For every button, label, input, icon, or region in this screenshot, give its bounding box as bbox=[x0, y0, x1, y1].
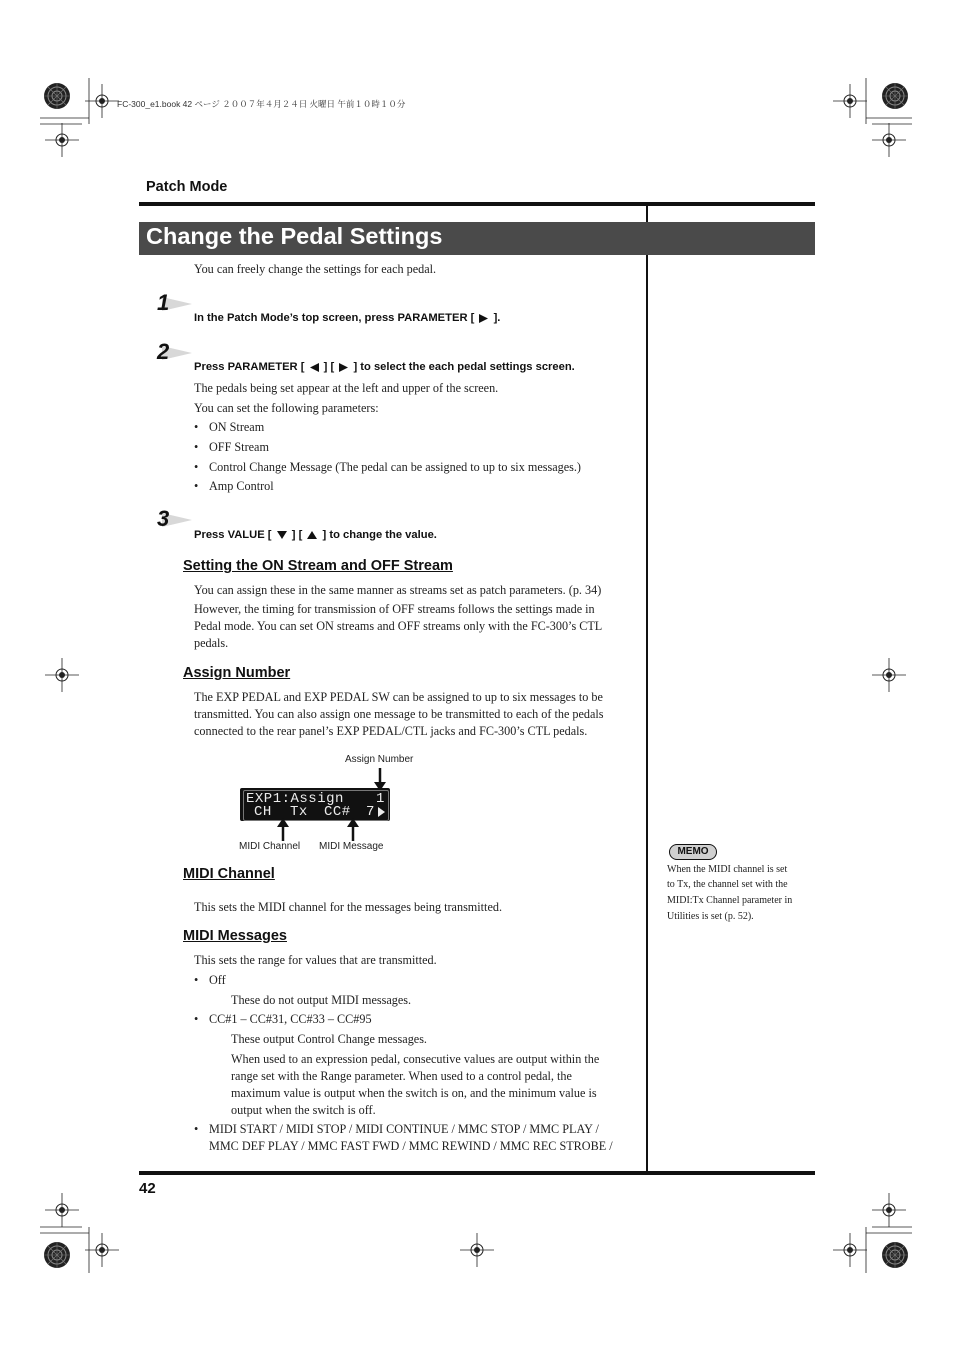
heading-midi-channel: MIDI Channel bbox=[183, 866, 275, 882]
list-item: • CC#1 – CC#31, CC#33 – CC#95 bbox=[209, 1011, 372, 1028]
on-off-p2-l2: Pedal mode. You can set ON streams and OFF streams only with the FC-300’s CTL bbox=[194, 619, 603, 633]
step-2-post: ] to select the each pedal settings screen. bbox=[353, 361, 575, 373]
memo-l1: When the MIDI channel is set bbox=[667, 864, 788, 875]
step-2-instruction bbox=[194, 361, 575, 373]
page-title: Change the Pedal Settings bbox=[146, 223, 443, 249]
arrow-up-to-message bbox=[347, 818, 359, 842]
lcd-line1-right: 1 bbox=[376, 791, 385, 807]
arrow-up-to-channel bbox=[277, 818, 289, 842]
step-3-instruction bbox=[194, 529, 437, 541]
cc-l1: When used to an expression pedal, consecutive values are output within the bbox=[231, 1052, 600, 1066]
assign-l2: transmitted. You can also assign one message to be transmitted to each of the pedals bbox=[194, 707, 604, 721]
step-1-post: ]. bbox=[493, 312, 501, 324]
on-off-p2-l1: However, the timing for transmission of OFF streams follows the settings made in bbox=[194, 602, 595, 616]
step-1-pre: In the Patch Mode’s top screen, press PARAMETER [ bbox=[194, 312, 475, 324]
footer-rule bbox=[139, 1171, 815, 1175]
cc-l3: maximum value is output when the switch is on, and the minimum value is bbox=[231, 1086, 597, 1100]
title-bar bbox=[139, 222, 815, 255]
memo-badge: MEMO bbox=[669, 844, 717, 860]
list-item: • MIDI START / MIDI STOP / MIDI CONTINUE / MMC STOP / MMC PLAY / bbox=[209, 1121, 599, 1138]
list-item: • Off bbox=[209, 972, 226, 989]
lcd-line1-left: EXP1:Assign bbox=[246, 791, 344, 807]
step-3-mid: ] [ bbox=[291, 529, 303, 541]
right-arrow-icon bbox=[339, 363, 348, 372]
lcd-label-assign-number: Assign Number bbox=[345, 754, 414, 765]
heading-assign-number: Assign Number bbox=[183, 665, 291, 681]
intro-text: You can freely change the settings for each pedal. bbox=[194, 262, 437, 276]
right-arrow-icon bbox=[479, 314, 488, 323]
off-desc: These do not output MIDI messages. bbox=[231, 993, 412, 1007]
up-arrow-icon bbox=[307, 531, 317, 539]
heading-midi-messages: MIDI Messages bbox=[183, 928, 287, 944]
midi-l2: MMC DEF PLAY / MMC FAST FWD / MMC REWIND / MMC REC STROBE / bbox=[209, 1139, 613, 1153]
memo-l4: Utilities is set (p. 52). bbox=[667, 911, 754, 922]
memo-l3: MIDI:Tx Channel parameter in bbox=[667, 895, 793, 906]
list-item: • Control Change Message (The pedal can be assigned to up to six messages.) bbox=[209, 459, 581, 476]
left-arrow-icon bbox=[310, 363, 319, 372]
cc-l4: output when the switch is off. bbox=[231, 1103, 376, 1117]
page-number: 42 bbox=[139, 1180, 156, 1197]
step-3-number: 3 bbox=[157, 506, 170, 531]
memo-l2: to Tx, the channel set with the bbox=[667, 879, 788, 890]
step-3-pre: Press VALUE [ bbox=[194, 529, 272, 541]
lcd-cursor-icon bbox=[378, 807, 385, 817]
midi-messages-text: This sets the range for values that are transmitted. bbox=[194, 953, 437, 967]
step-3-post: ] to change the value. bbox=[322, 529, 437, 541]
step-2-mid: ] [ bbox=[323, 361, 335, 373]
step-2-text-2: You can set the following parameters: bbox=[194, 401, 379, 415]
cc-l2: range set with the Range parameter. When used to a control pedal, the bbox=[231, 1069, 572, 1083]
step-2-number: 2 bbox=[157, 339, 170, 364]
header-meta: FC-300_e1.book 42 ページ ２００７年４月２４日 火曜日 午前１０時１０分 bbox=[117, 99, 406, 109]
step-2-pre: Press PARAMETER [ bbox=[194, 361, 305, 373]
assign-l3: connected to the rear panel’s EXP PEDAL/CTL jacks and FC-300’s CTL pedals. bbox=[194, 724, 588, 738]
lcd-label-midi-channel: MIDI Channel bbox=[239, 841, 301, 852]
down-arrow-icon bbox=[277, 531, 287, 539]
lcd-label-midi-message: MIDI Message bbox=[319, 841, 384, 852]
lcd-line2-cc: CC# bbox=[324, 804, 351, 820]
list-item: • ON Stream bbox=[209, 419, 264, 436]
lcd-line2-ch: CH bbox=[254, 804, 272, 820]
step-2-text-1: The pedals being set appear at the left and upper of the screen. bbox=[194, 381, 499, 395]
on-off-p1: You can assign these in the same manner as streams set as patch parameters. (p. 34) bbox=[194, 583, 602, 597]
lcd-line2-num: 7 bbox=[366, 804, 375, 820]
heading-on-off-stream: Setting the ON Stream and OFF Stream bbox=[183, 558, 453, 574]
header-rule bbox=[139, 202, 815, 206]
lcd-inner bbox=[243, 790, 389, 821]
on-off-p2-l3: pedals. bbox=[194, 636, 229, 650]
cc-desc: These output Control Change messages. bbox=[231, 1032, 427, 1046]
list-item: • Amp Control bbox=[209, 478, 274, 495]
midi-channel-text: This sets the MIDI channel for the messages being transmitted. bbox=[194, 900, 502, 914]
sidebar-divider bbox=[646, 206, 648, 1173]
section-label: Patch Mode bbox=[146, 179, 228, 195]
lcd-line2-tx: Tx bbox=[290, 804, 308, 820]
step-1-number: 1 bbox=[157, 290, 170, 315]
step-1-instruction bbox=[194, 312, 500, 324]
lcd-display bbox=[240, 788, 390, 821]
list-item: • OFF Stream bbox=[209, 439, 269, 456]
assign-l1: The EXP PEDAL and EXP PEDAL SW can be assigned to up to six messages to be bbox=[194, 690, 603, 704]
